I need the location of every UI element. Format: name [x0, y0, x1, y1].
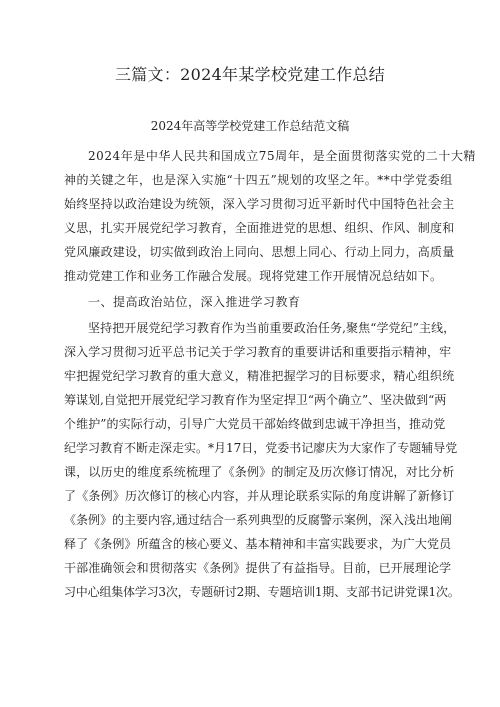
section-heading: 一、提高政治站位，深入推进学习教育 [88, 295, 301, 309]
body-line: 了《条例》历次修订的核心内容，并从理论联系实际的角度讲解了新修订 [64, 489, 455, 503]
body-line: 深入学习贯彻习近平总书记关于学习教育的重要讲话和重要指示精神，牢 [64, 345, 452, 359]
body-line: 筹谋划,自觉把开展党纪学习教育作为坚定捍卫“两个确立”、坚决做到“两 [64, 393, 447, 407]
body-line: 习中心组集体学习3次，专题研讨2期、专题培训1期、支部书记讲党课1次。 [64, 585, 460, 599]
body-line: 干部准确领会和贯彻落实《条例》提供了有益指导。目前，已开展理论学 [64, 561, 452, 575]
body-line: 《条例》的主要内容,通过结合一系列典型的反腐警示案例，深入浅出地阐 [64, 513, 452, 527]
body-line: 2024年是中华人民共和国成立75周年，是全面贯彻落实党的二十大精 [88, 149, 476, 163]
body-line: 纪学习教育不断走深走实。*月17日，党委书记廖庆为大家作了专题辅导党 [64, 441, 458, 455]
body-line: 神的关键之年，也是深入实施“十四五”规划的攻坚之年。**中学党委组 [64, 173, 453, 187]
body-line: 坚持把开展党纪学习教育作为当前重要政治任务,聚焦“学党纪”主线， [88, 321, 456, 335]
body-line: 党风廉政建设，切实做到政治上同向、思想上同心、行动上同力，高质量 [64, 245, 455, 259]
body-line: 个维护”的实际行动，引导广大党员干部始终做到忠诚干净担当，推动党 [64, 417, 446, 431]
body-line: 释了《条例》所蕴含的核心要义、基本精神和丰富实践要求，为广大党员 [64, 537, 452, 551]
body-line: 始终坚持以政治建设为统领，深入学习贯彻习近平新时代中国特色社会主 [64, 197, 455, 211]
body-line: 推动党建工作和业务工作融合发展。现将党建工作开展情况总结如下。 [64, 269, 443, 283]
body-line: 课，以历史的维度系统梳理了《条例》的制定及历次修订情况，对比分析 [64, 465, 455, 479]
document-subtitle: 2024年高等学校党建工作总结范文稿 [150, 119, 350, 133]
body-line: 牢把握党纪学习教育的重大意义，精准把握学习的目标要求，精心组织统 [64, 369, 455, 383]
document-title: 三篇文：2024年某学校党建工作总结 [114, 65, 386, 84]
body-line: 义思，扎实开展党纪学习教育，全面推进党的思想、组织、作风、制度和 [64, 221, 455, 235]
